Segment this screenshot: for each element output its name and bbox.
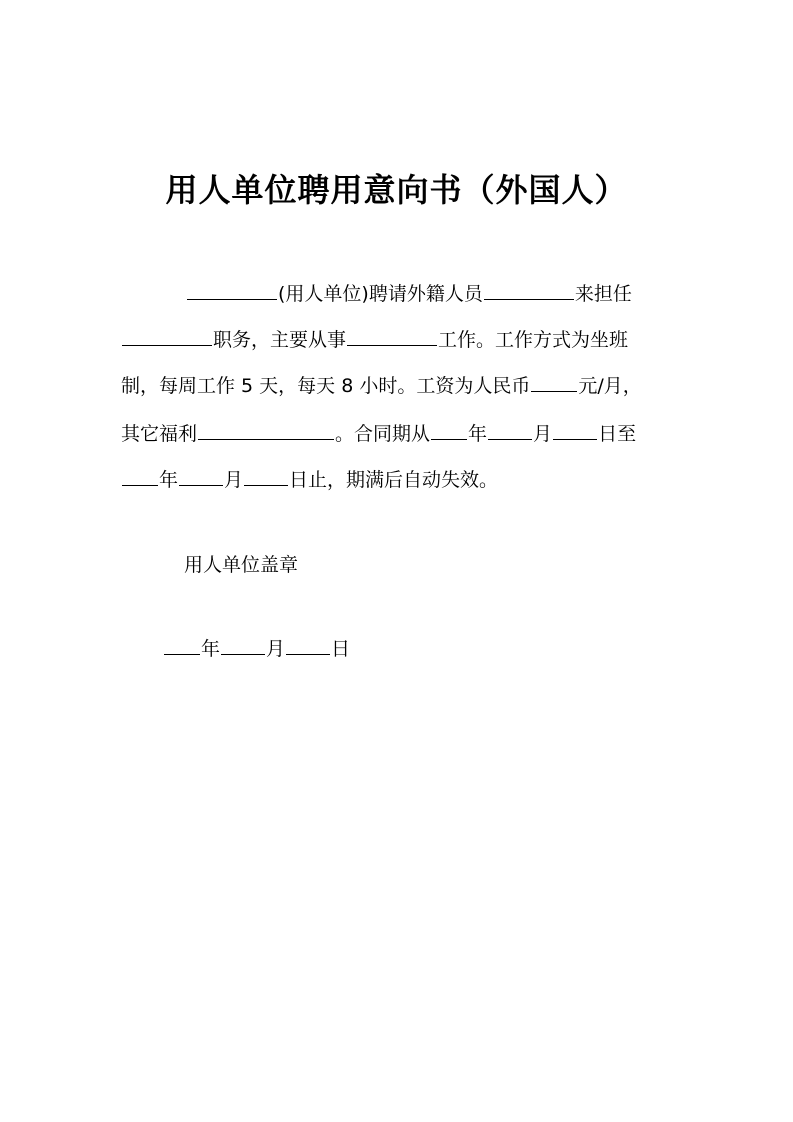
signature-date-line — [163, 636, 350, 662]
foreign-employee-blank — [484, 281, 574, 300]
line4-text-a: 其它福利 — [121, 423, 198, 445]
line3-text-b: 元/月， — [578, 375, 642, 397]
start-month-blank — [488, 421, 532, 440]
employer-blank — [187, 281, 277, 300]
sign-day-blank — [286, 636, 330, 655]
date-year-label: 年 — [201, 638, 221, 660]
salary-blank — [531, 373, 577, 392]
work-content-blank — [347, 327, 437, 346]
end-month-blank — [179, 467, 223, 486]
line1-text-b: 来担任 — [574, 283, 632, 305]
line2-text-a: 职务，主要从事 — [213, 329, 347, 351]
end-year-blank — [122, 467, 158, 486]
date-day-label: 日 — [331, 638, 351, 660]
line4-text-b: 。合同期从 — [335, 423, 431, 445]
start-day-blank — [553, 421, 597, 440]
paragraph-line-5 — [121, 467, 498, 493]
paragraph-line-2 — [121, 327, 628, 353]
benefits-blank — [198, 421, 334, 440]
start-year-blank — [431, 421, 467, 440]
end-day-blank — [244, 467, 288, 486]
paragraph-line-3 — [121, 373, 642, 399]
paragraph-line-4 — [121, 421, 636, 447]
document-title: 用人单位聘用意向书（外国人） — [165, 171, 628, 209]
position-blank — [122, 327, 212, 346]
sign-year-blank — [164, 636, 200, 655]
line1-text-a: (用人单位)聘请外籍人员 — [278, 283, 483, 305]
date-month-label: 月 — [266, 638, 286, 660]
line5-text-b: 月 — [224, 469, 244, 491]
sign-month-blank — [221, 636, 265, 655]
seal-label: 用人单位盖章 — [184, 554, 299, 576]
line5-text-a: 年 — [159, 469, 179, 491]
line3-text-a: 制，每周工作 5 天，每天 8 小时。工资为人民币 — [121, 375, 531, 397]
line2-text-b: 工作。工作方式为坐班 — [438, 329, 629, 351]
line4-text-d: 月 — [533, 423, 553, 445]
line5-text-c: 日止，期满后自动失效。 — [289, 469, 499, 491]
paragraph-line-1 — [186, 281, 632, 307]
line4-text-e: 日至 — [598, 423, 637, 445]
line4-text-c: 年 — [468, 423, 488, 445]
